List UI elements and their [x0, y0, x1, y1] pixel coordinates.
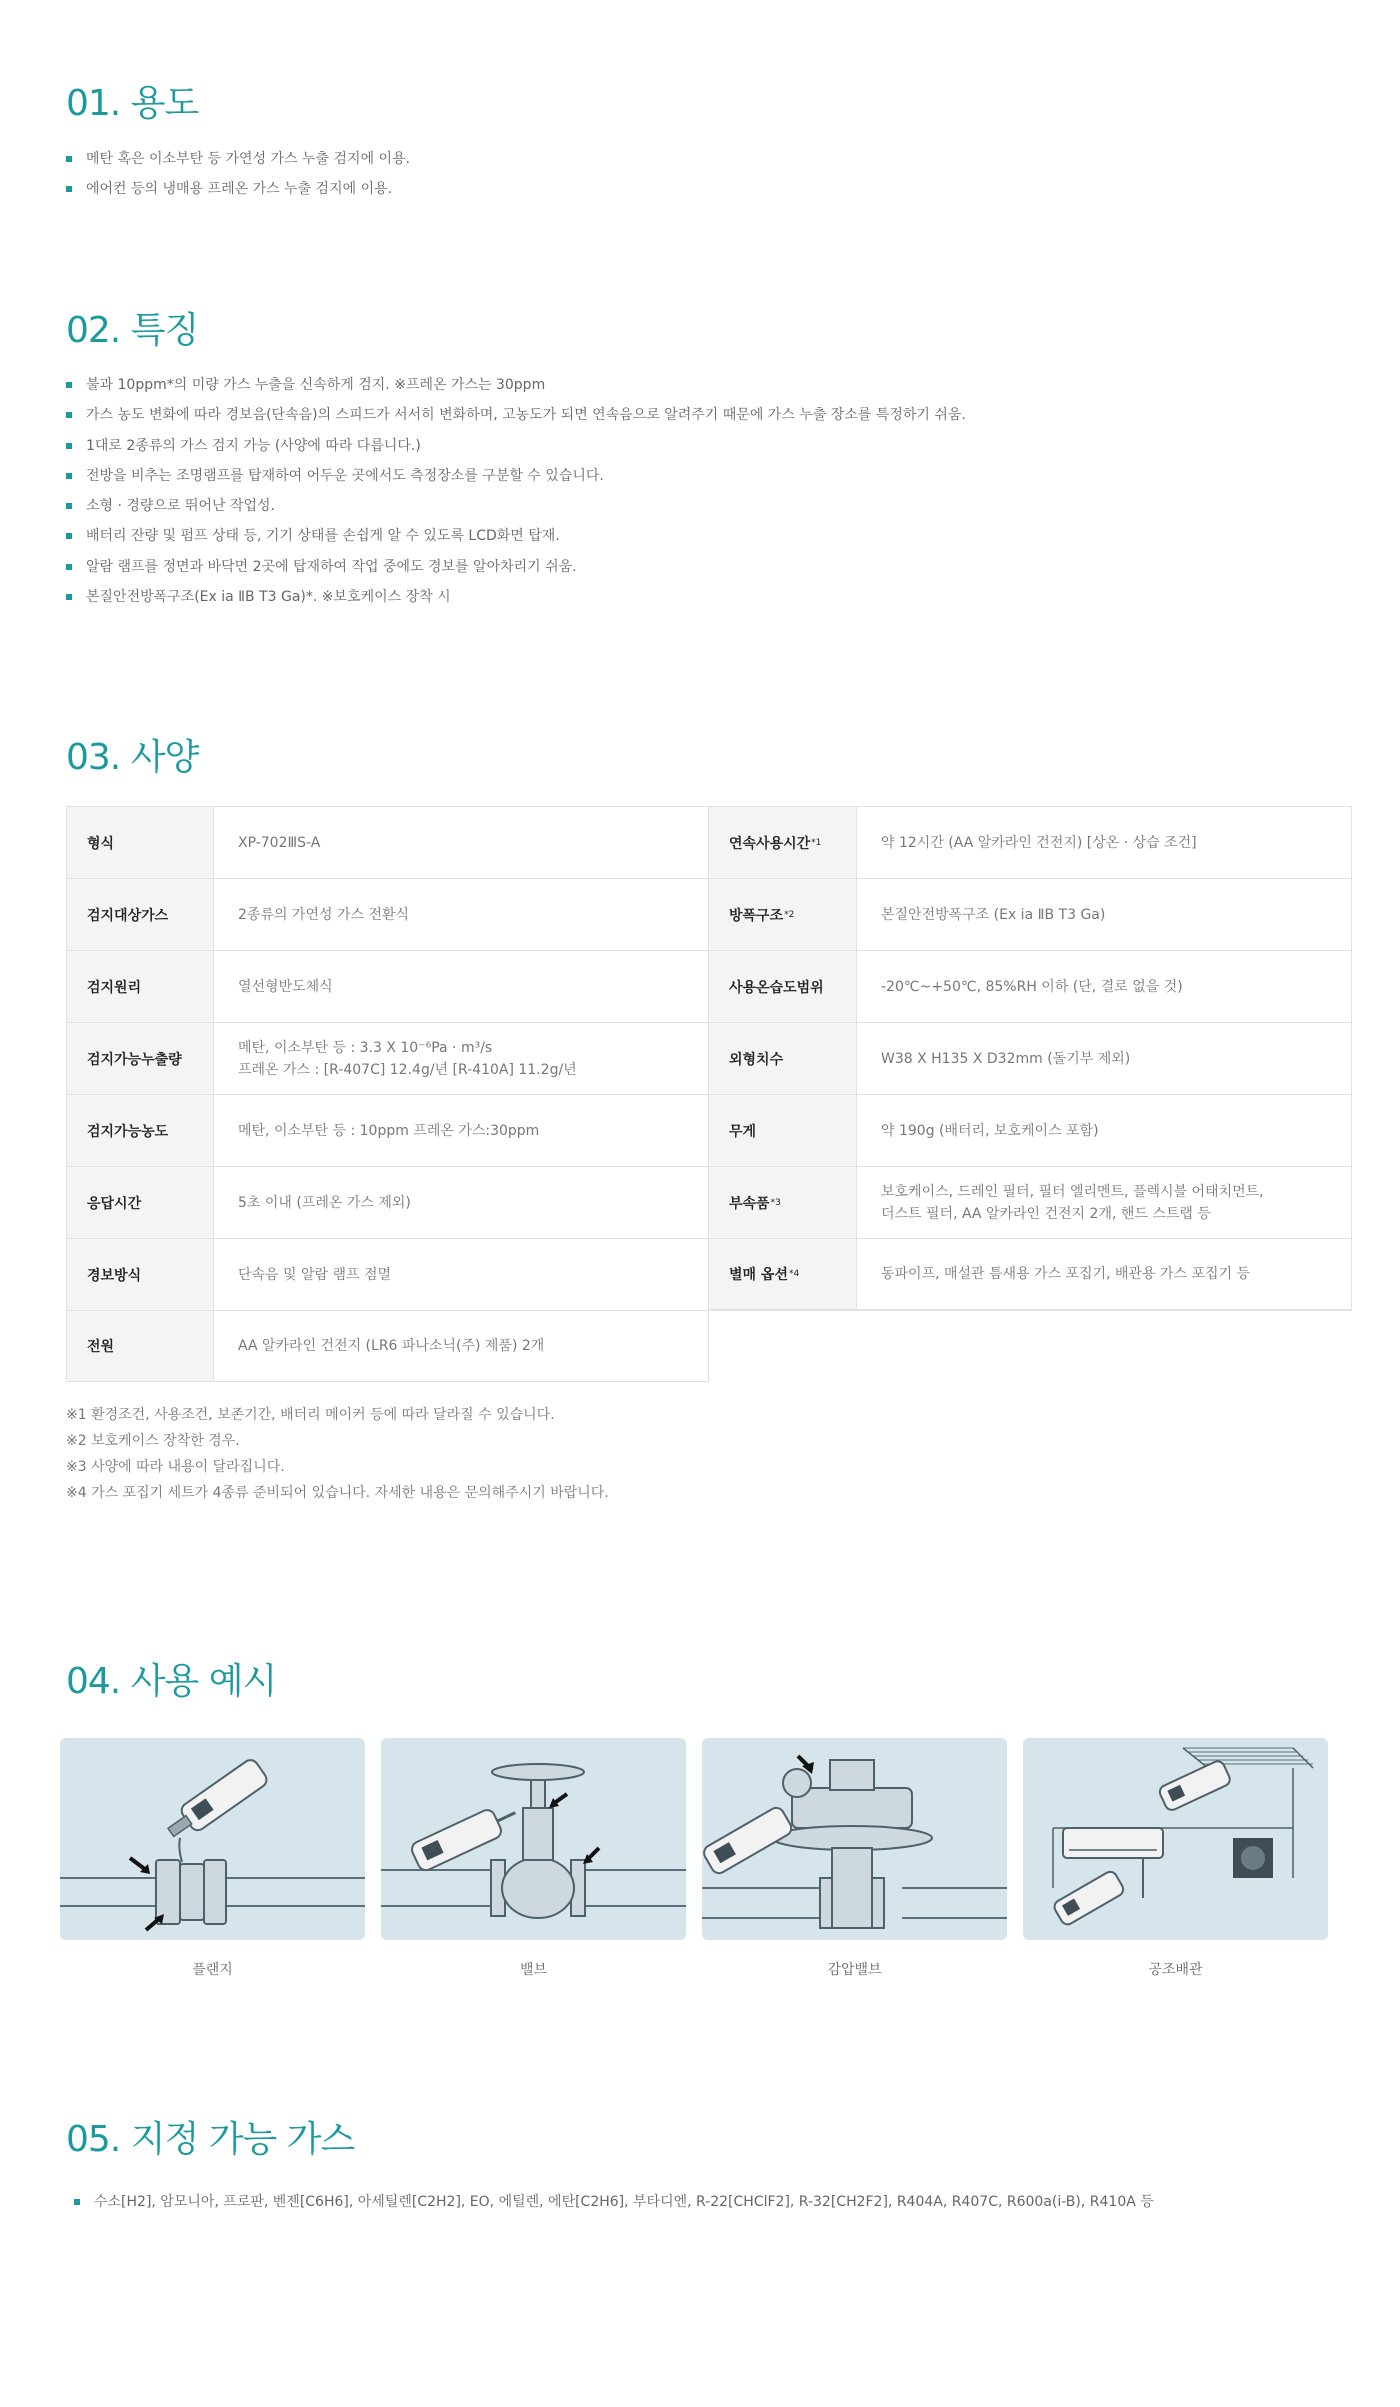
spec-value: [857, 879, 1352, 950]
spec-key: [66, 1239, 214, 1310]
spec-note: ※3 사양에 따라 내용이 달라집니다.: [66, 1459, 285, 1475]
spec-key: [709, 951, 857, 1022]
spec-value-line: 2종류의 가연성 가스 전환식: [238, 906, 410, 923]
spec-note: ※1 환경조건, 사용조건, 보존기간, 배터리 메이커 등에 따라 달라질 수 있습니다.: [66, 1407, 555, 1423]
example-valve: [381, 1738, 686, 1979]
spec-note: ※4 가스 포집기 세트가 4종류 준비되어 있습니다. 자세한 내용은 문의해주시기 바랍니다.: [66, 1485, 609, 1501]
list-item: 메탄 혹은 이소부탄 등 가연성 가스 누출 검지에 이용.: [66, 144, 1356, 174]
spec-key-label: 전원: [87, 1339, 115, 1355]
spec-key: [66, 1023, 214, 1094]
spec-row: [66, 1310, 709, 1382]
spec-value-line: 약 190g (배터리, 보호케이스 포함): [881, 1122, 1099, 1139]
example-caption: 플랜지: [192, 1962, 233, 1978]
spec-value: [857, 1023, 1352, 1094]
spec-cell-empty: [709, 1310, 1352, 1382]
spec-value-line: 열선형반도체식: [238, 978, 333, 995]
section-title-specs: 03. 사양: [66, 737, 199, 778]
spec-row: [709, 950, 1352, 1022]
example-caption: 공조배관: [1148, 1962, 1203, 1978]
examples-row: [60, 1738, 1350, 1979]
features-list: [66, 370, 1356, 612]
spec-value: [214, 879, 709, 950]
spec-table: [66, 806, 1352, 1382]
spec-value: [857, 1167, 1352, 1238]
spec-key: [66, 1167, 214, 1238]
spec-key-label: 검지대상가스: [87, 907, 169, 924]
spec-key-footnote: *2: [784, 909, 795, 920]
air-conditioning-pipe-illustration: [1023, 1738, 1328, 1940]
spec-value-line: -20℃~+50℃, 85%RH 이하 (단, 결로 없을 것): [881, 978, 1183, 995]
spec-value: [214, 1023, 709, 1094]
valve-illustration: [381, 1738, 686, 1940]
spec-key-label: 별매 옵션: [729, 1267, 788, 1283]
spec-value-line: XP-702ⅢS-A: [238, 834, 321, 851]
section-title-examples: 04. 사용 예시: [66, 1661, 277, 1702]
spec-row: [709, 878, 1352, 950]
spec-value: [214, 1167, 709, 1238]
list-item: 본질안전방폭구조(Ex ia ⅡB T3 Ga)*. ※보호케이스 장착 시: [66, 582, 1356, 612]
spec-key-label: 검지가능누출량: [87, 1051, 182, 1068]
spec-value: [214, 807, 709, 878]
spec-key: [66, 1311, 214, 1381]
spec-value: [857, 1095, 1352, 1166]
spec-key: [66, 879, 214, 950]
section-title-features: 02. 특징: [66, 310, 199, 351]
list-item: 소형 · 경량으로 뛰어난 작업성.: [66, 491, 1356, 521]
spec-key: [66, 1095, 214, 1166]
spec-row: [66, 1166, 709, 1238]
example-flange: [60, 1738, 365, 1979]
section-title-usage: 01. 용도: [66, 83, 199, 124]
spec-value-line: 보호케이스, 드레인 필터, 필터 엘리멘트, 플렉시블 어태치먼트,: [881, 1183, 1264, 1200]
example-pressure-valve: [702, 1738, 1007, 1979]
pressure-reducing-valve-illustration: [702, 1738, 1007, 1940]
spec-value-line: 메탄, 이소부탄 등 : 3.3 X 10⁻⁶Pa · m³/s: [238, 1039, 493, 1056]
spec-value-line: W38 X H135 X D32mm (돌기부 제외): [881, 1050, 1131, 1067]
flange-illustration: [60, 1738, 365, 1940]
spec-value-line: 메탄, 이소부탄 등 : 10ppm 프레온 가스:30ppm: [238, 1122, 540, 1139]
spec-value: [857, 951, 1352, 1022]
section-title-gases: 05. 지정 가능 가스: [66, 2119, 355, 2160]
spec-key: [66, 951, 214, 1022]
spec-value-line: 본질안전방폭구조 (Ex ia ⅡB T3 Ga): [881, 906, 1106, 923]
list-item: 수소[H2], 암모니아, 프로판, 벤젠[C6H6], 아세틸렌[C2H2], EO, 에틸렌, 에탄[C2H6], 부타디엔, R-22[CHClF2], R-32[CH2F2], R404A, R407C, R600a(i-B), R410A 등: [74, 2187, 1356, 2217]
spec-notes: [66, 1402, 609, 1506]
example-caption: 밸브: [519, 1962, 548, 1978]
spec-note: ※2 보호케이스 장착한 경우.: [66, 1433, 240, 1449]
spec-key: [709, 879, 857, 950]
spec-key-label: 사용온습도범위: [729, 979, 824, 996]
spec-value: [857, 1239, 1352, 1309]
spec-key-label: 응답시간: [87, 1195, 142, 1212]
list-item: 알람 램프를 정면과 바닥면 2곳에 탑재하여 작업 중에도 경보를 알아차리기 쉬움.: [66, 552, 1356, 582]
spec-row: [66, 806, 709, 878]
example-aircon: [1023, 1738, 1328, 1979]
spec-row: [66, 1022, 709, 1094]
list-item: 전방을 비추는 조명램프를 탑재하여 어두운 곳에서도 측정장소를 구분할 수 있습니다.: [66, 461, 1356, 491]
spec-key-label: 외형치수: [729, 1051, 784, 1068]
spec-key-label: 부속품: [729, 1195, 770, 1212]
spec-value: [214, 1095, 709, 1166]
spec-value-line: 단속음 및 알람 램프 점멸: [238, 1266, 392, 1283]
spec-key-label: 방폭구조: [729, 907, 784, 924]
spec-row: [709, 1094, 1352, 1166]
spec-value-line: AA 알카라인 건전지 (LR6 파나소닉(주) 제품) 2개: [238, 1338, 545, 1354]
list-item: 가스 농도 변화에 따라 경보음(단속음)의 스피드가 서서히 변화하며, 고농도가 되면 연속음으로 알려주기 때문에 가스 누출 장소를 특정하기 쉬움.: [66, 400, 1356, 430]
example-caption: 감압밸브: [827, 1962, 882, 1978]
spec-key-footnote: *3: [770, 1197, 781, 1208]
spec-key: [66, 807, 214, 878]
list-item: 1대로 2종류의 가스 검지 가능 (사양에 따라 다릅니다.): [66, 431, 1356, 461]
list-item: 에어컨 등의 냉매용 프레온 가스 누출 검지에 이용.: [66, 174, 1356, 204]
spec-row: [66, 878, 709, 950]
spec-row: [66, 950, 709, 1022]
spec-key-label: 무게: [729, 1123, 757, 1140]
spec-row: [66, 1238, 709, 1310]
spec-value: [857, 807, 1352, 878]
spec-key-label: 검지원리: [87, 979, 142, 996]
gases-list: [74, 2187, 1356, 2217]
spec-value: [214, 951, 709, 1022]
spec-key-footnote: *1: [811, 837, 822, 848]
usage-list: [66, 144, 1356, 205]
spec-key: [709, 1023, 857, 1094]
spec-value: [214, 1239, 709, 1310]
spec-row: [709, 1238, 1352, 1310]
spec-row: [66, 1094, 709, 1166]
spec-row: [709, 1166, 1352, 1238]
spec-key: [709, 1095, 857, 1166]
spec-key-label: 검지가능농도: [87, 1123, 169, 1140]
section-features: [66, 310, 1356, 612]
spec-value: [214, 1311, 709, 1381]
section-usage: [66, 83, 1356, 205]
spec-key: [709, 1167, 857, 1238]
spec-key-label: 형식: [87, 835, 115, 852]
list-item: 불과 10ppm*의 미량 가스 누출을 신속하게 검지. ※프레온 가스는 30ppm: [66, 370, 1356, 400]
spec-row: [709, 1022, 1352, 1094]
section-specs: [66, 737, 1356, 778]
list-item: 배터리 잔량 및 펌프 상태 등, 기기 상태를 손쉽게 알 수 있도록 LCD화면 탑재.: [66, 521, 1356, 551]
section-gases: [66, 2119, 1356, 2217]
spec-value-line: 프레온 가스 : [R-407C] 12.4g/년 [R-410A] 11.2g/년: [238, 1061, 577, 1078]
spec-row: [709, 806, 1352, 878]
spec-value-line: 동파이프, 매설관 틈새용 가스 포집기, 배관용 가스 포집기 등: [881, 1266, 1251, 1282]
spec-value-line: 5초 이내 (프레온 가스 제외): [238, 1194, 411, 1211]
spec-key: [709, 1239, 857, 1309]
spec-value-line: 더스트 필터, AA 알카라인 건전지 2개, 핸드 스트랩 등: [881, 1205, 1211, 1222]
spec-key: [709, 807, 857, 878]
spec-key-footnote: *4: [788, 1269, 800, 1279]
spec-value-line: 약 12시간 (AA 알카라인 건전지) [상온 · 상습 조건]: [881, 834, 1197, 851]
spec-key-label: 경보방식: [87, 1267, 142, 1284]
spec-key-label: 연속사용시간: [729, 835, 811, 852]
section-examples: [66, 1661, 1356, 1702]
